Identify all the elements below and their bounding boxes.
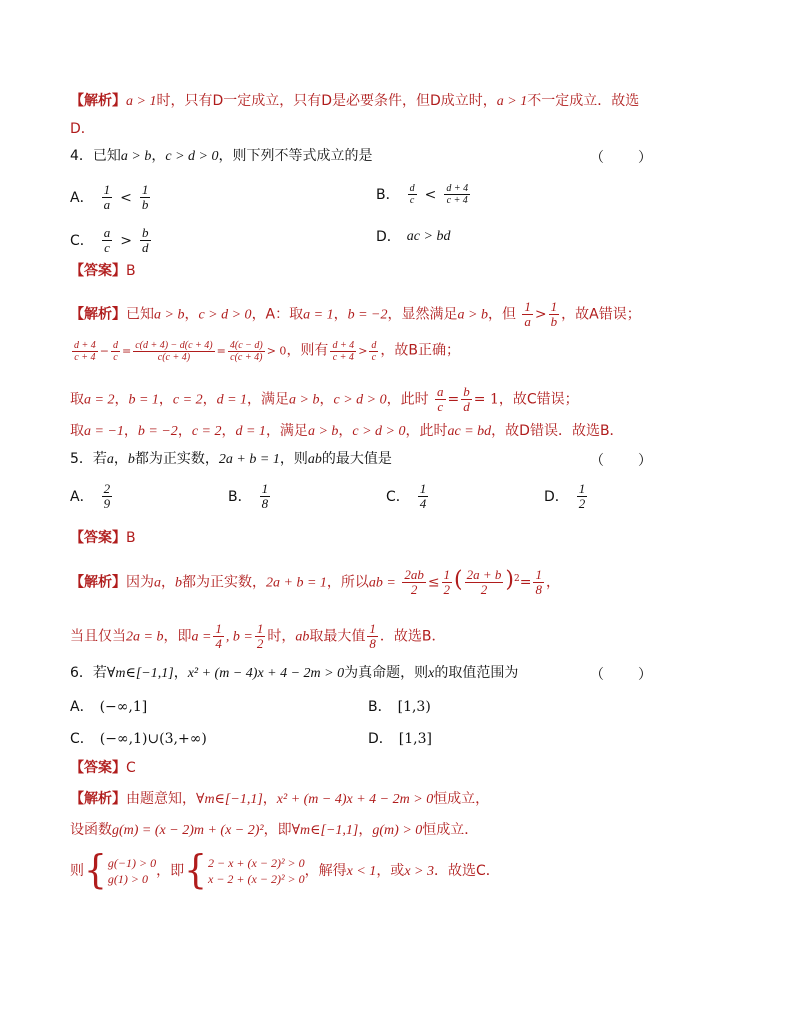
q6-answer-blank: （ ） <box>590 667 654 683</box>
q5-stem: 5．若a，b都为正实数，2a + b = 1，则ab的最大值是 <box>70 451 392 467</box>
q5-option-c: C． $\frac{1}{4}$ <box>386 481 427 511</box>
q4-stem: 4．已知a > b，c > d > 0，则下列不等式成立的是 <box>70 148 373 164</box>
q6-answer: 【答案】C <box>70 760 136 776</box>
q5-option-a: A． $\frac{2}{9}$ <box>70 481 111 511</box>
q6-option-d: D． [1,3] <box>368 731 432 747</box>
q4-option-a: A． $\frac{1}{a}$ < $\frac{1}{b}$ <box>70 182 149 212</box>
q5-option-d: D． $\frac{1}{2}$ <box>544 481 586 511</box>
q4-option-b: B． $\frac{d}{c}$ < $\frac{d + 4}{c + 4}$ <box>376 183 469 206</box>
q6-option-b: B． [1,3) <box>368 699 431 715</box>
q6-option-a: A． (−∞,1] <box>70 699 148 715</box>
q6-analysis-line3: 则{ g(−1) > 0 g(1) > 0 ，即{ 2 − x + (x − 2)² > 0 x − 2 + (x − 2)² > 0 ，解得x < 1，或x > 3．故选C． <box>70 847 500 893</box>
q5-answer-blank: （ ） <box>590 453 654 469</box>
q4-option-d: D． ac > bd <box>376 229 451 245</box>
q4-answer: 【答案】B <box>70 263 136 279</box>
q5-analysis-line1: 【解析】因为a，b都为正实数，2a + b = 1，所以ab = $\frac{2ab}{2}$ ≤ $\frac{1}{2}$ ( $\frac{2a + b}{2}$ )$^2$= $\frac{1}{8}$ ， <box>70 567 560 597</box>
q3-analysis-line1: 【解析】a > 1时，只有D一定成立，只有D是必要条件，但D成立时，a > 1不一定成立．故选 <box>70 93 640 109</box>
q3-analysis-line2: D． <box>70 121 95 137</box>
q4-option-c: C． $\frac{a}{c}$ > $\frac{b}{d}$ <box>70 225 149 255</box>
q4-analysis-line1: 【解析】已知a > b，c > d > 0，A：取a = 1，b = −2，显然满足a > b，但 $\frac{1}{a}$ > $\frac{1}{b}$ ，故A错误； <box>70 299 641 329</box>
q6-analysis-line2: 设函数g(m) = (x − 2)m + (x − 2)²，即∀m∈[−1,1]，g(m) > 0恒成立． <box>70 822 479 838</box>
q5-analysis-line2: 当且仅当2a = b，即a = $\frac{1}{4}$ , b = $\frac{1}{2}$ 时，ab取最大值 $\frac{1}{8}$ ．故选B． <box>70 621 446 651</box>
q5-option-b: B． $\frac{1}{8}$ <box>228 481 269 511</box>
analysis-tag: 【解析】 <box>70 93 126 109</box>
q6-analysis-line1: 【解析】由题意知，∀m∈[−1,1]，x² + (m − 4)x + 4 − 2m > 0恒成立， <box>70 791 490 807</box>
q5-answer: 【答案】B <box>70 530 136 546</box>
q6-option-c: C． (−∞,1)∪(3,+∞) <box>70 731 207 747</box>
q6-stem: 6．若∀m∈[−1,1]，x² + (m − 4)x + 4 − 2m > 0为真命题，则x的取值范围为 <box>70 665 519 681</box>
q4-answer-blank: （ ） <box>590 150 654 166</box>
q4-analysis-line2: $\frac{d + 4}{c + 4}$ − $\frac{d}{c}$ = $\frac{c(d + 4) - d(c + 4)}{c(c + 4)}$ = $\frac{4(c - d)}{c(c + 4)}$ > 0，则有 $\frac{d + 4}{c + 4}$ > $\frac{d}{c}$ ，故B正确； <box>74 340 461 363</box>
q4-analysis-line4: 取a = −1，b = −2，c = 2，d = 1，满足a > b，c > d > 0，此时ac = bd，故D错误．故选B． <box>70 423 624 439</box>
q4-analysis-line3: 取a = 2，b = 1，c = 2，d = 1，满足a > b，c > d > 0，此时 $\frac{a}{c}$ = $\frac{b}{d}$ = 1，故C错误； <box>70 384 579 414</box>
